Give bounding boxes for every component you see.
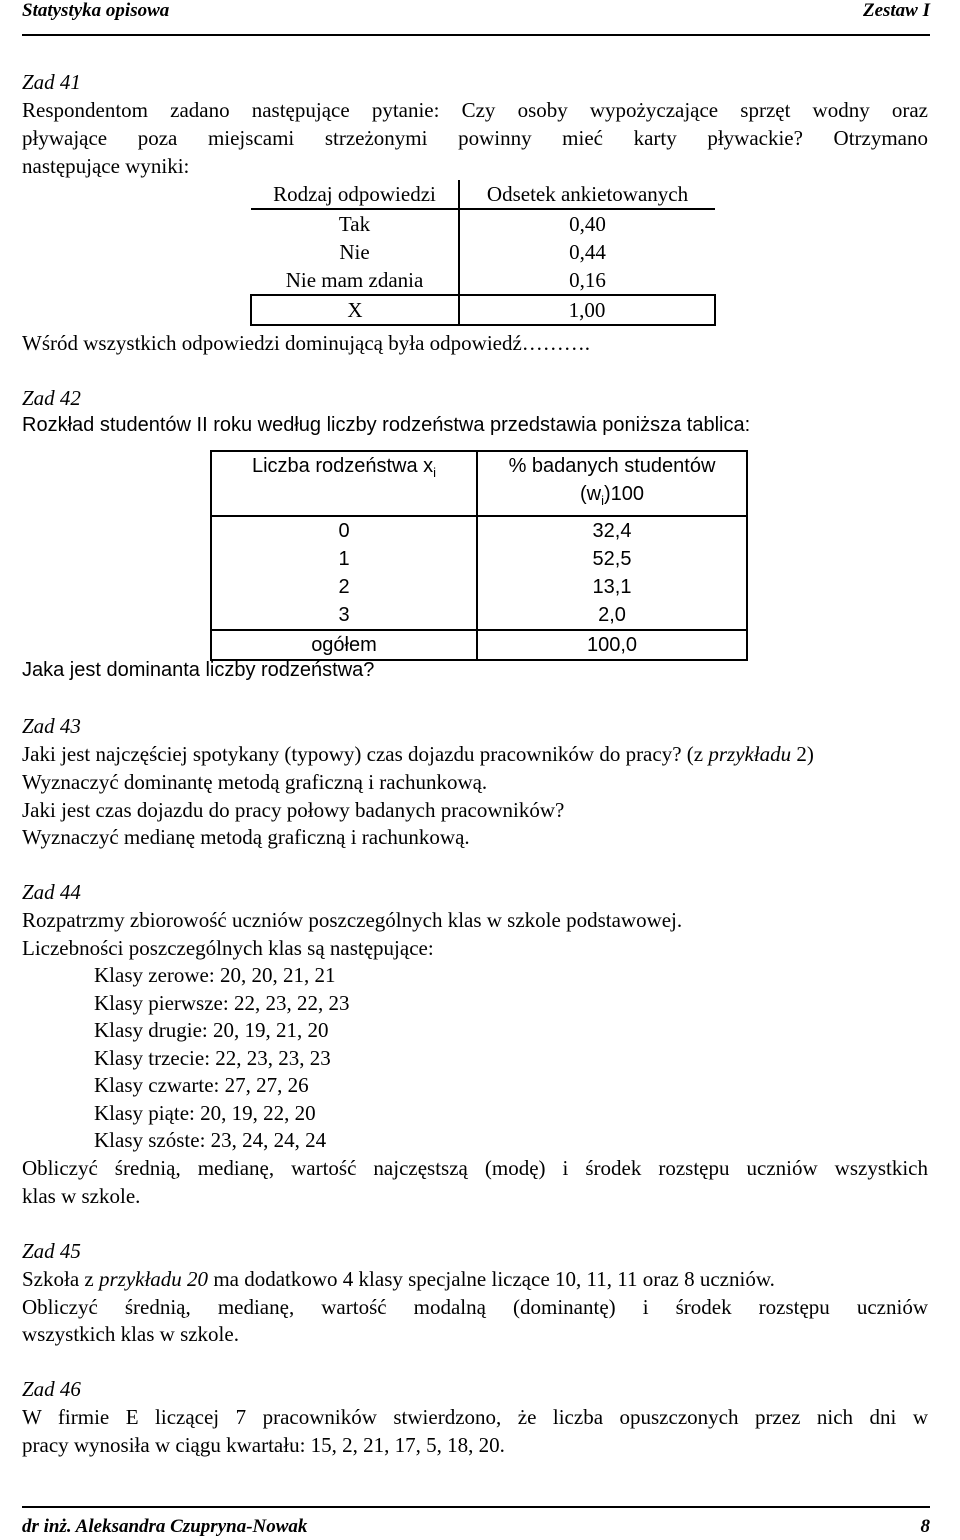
z41-question: Wśród wszystkich odpowiedzi dominującą była odpowiedź………. <box>22 331 591 355</box>
z42-header-col2-pre: (w <box>579 483 602 505</box>
z41-cell: 0,44 <box>569 240 606 264</box>
z41-cell: 0,16 <box>569 268 606 292</box>
footer-author: dr inż. Aleksandra Czupryna-Nowak <box>22 1516 308 1537</box>
z42-total-value: 100,0 <box>477 630 747 660</box>
z46-line2: pracy wynosiła w ciągu kwartału: 15, 2, 21, 17, 5, 18, 20. <box>22 1433 505 1457</box>
header-rule <box>22 34 930 36</box>
table-row-total <box>211 630 747 660</box>
z42-cell: 0 <box>211 516 477 545</box>
z43-line1-pre: Jaki jest najczęściej spotykany (typowy) czas dojazdu pracowników do pracy? (z <box>22 742 709 766</box>
z43-line1 <box>22 742 814 767</box>
table-row <box>211 573 747 601</box>
z44-line1: Rozpatrzmy zbiorowość uczniów poszczególnych klas w szkole podstawowej. <box>22 908 683 932</box>
table-row <box>251 266 715 295</box>
z41-total-label: X <box>251 295 459 325</box>
z45-line1-pre: Szkoła z <box>22 1267 99 1291</box>
z42-header-col2 <box>477 451 747 516</box>
z45-line1-post: ma dodatkowo 4 klasy specjalne liczące 10, 11, 11 oraz 8 uczniów. <box>208 1267 775 1291</box>
table-row-total <box>251 295 715 325</box>
z43-line1-italic: przykładu <box>708 742 792 766</box>
z43-title: Zad 43 <box>22 714 81 738</box>
table-row <box>251 209 715 238</box>
z45-line2: Obliczyć średnią, medianę, wartość modalną (dominantę) i środek rozstępu uczniów <box>22 1295 928 1319</box>
z42-header-col2-line2 <box>484 480 740 515</box>
z42-header-col1 <box>211 451 477 516</box>
z45-line1-italic: przykładu 20 <box>98 1267 209 1291</box>
z42-cell: 1 <box>211 545 477 573</box>
z42-cell: 13,1 <box>592 576 632 598</box>
header-right: Zestaw I <box>862 0 930 21</box>
z41-header-col2: Odsetek ankietowanych <box>459 180 715 209</box>
table-row <box>211 545 747 573</box>
table-row <box>211 451 747 516</box>
z44-class-item: Klasy zerowe: 20, 20, 21, 21 <box>94 963 336 987</box>
z44-title: Zad 44 <box>22 880 81 904</box>
z41-table <box>250 180 716 326</box>
z44-class-item: Klasy pierwsze: 22, 23, 22, 23 <box>94 991 350 1015</box>
z41-cell: Nie mam zdania <box>251 266 459 295</box>
z41-title: Zad 41 <box>22 70 81 94</box>
z44-class-item: Klasy trzecie: 22, 23, 23, 23 <box>94 1046 331 1070</box>
z42-question: Jaka jest dominanta liczby rodzeństwa? <box>22 659 375 681</box>
z42-intro: Rozkład studentów II roku według liczby rodzeństwa przedstawia poniższa tablica: <box>22 414 751 436</box>
z43-line3: Jaki jest czas dojazdu do pracy połowy badanych pracowników? <box>22 798 565 822</box>
z42-header-col1-sub: i <box>433 465 437 480</box>
z44-class-item: Klasy szóste: 23, 24, 24, 24 <box>94 1128 327 1152</box>
z44-line3: Obliczyć średnią, medianę, wartość najczęstszą (modę) i środek rozstępu uczniów wszystkich <box>22 1156 928 1180</box>
z42-cell: 2,0 <box>598 604 626 626</box>
z46-line1: W firmie E liczącej 7 pracowników stwierdzono, że liczba opuszczonych przez nich dni w <box>22 1405 928 1429</box>
z41-header-col1: Rodzaj odpowiedzi <box>251 180 459 209</box>
z42-cell: 52,5 <box>592 548 632 570</box>
z45-line1 <box>22 1267 775 1292</box>
table-row <box>211 601 747 630</box>
z42-header-col2-line1: % badanych studentów <box>508 455 716 477</box>
z43-line2: Wyznaczyć dominantę metodą graficzną i rachunkową. <box>22 770 488 794</box>
z42-cell: 32,4 <box>592 520 632 542</box>
z42-header-col2-sub: i <box>601 493 604 508</box>
z44-line2: Liczebności poszczególnych klas są następujące: <box>22 936 434 960</box>
z41-line2: pływające poza miejscami strzeżonymi powinny mieć karty pływackie? Otrzymano <box>22 126 928 150</box>
page-footer <box>22 1516 930 1540</box>
z43-line4: Wyznaczyć medianę metodą graficzną i rachunkową. <box>22 825 470 849</box>
z46-title: Zad 46 <box>22 1377 81 1401</box>
table-row <box>211 516 747 545</box>
z41-cell: 0,40 <box>569 212 606 236</box>
z41-cell: Nie <box>251 238 459 266</box>
z42-header-col1-text: Liczba rodzeństwa x <box>251 455 434 477</box>
z42-header-col2-post: )100 <box>603 483 645 505</box>
z41-line3: następujące wyniki: <box>22 154 190 178</box>
header-left: Statystyka opisowa <box>22 0 170 21</box>
z44-class-item: Klasy czwarte: 27, 27, 26 <box>94 1073 309 1097</box>
z41-cell: Tak <box>251 209 459 238</box>
z42-cell: 2 <box>211 573 477 601</box>
footer-rule <box>22 1506 930 1508</box>
z42-total-label: ogółem <box>211 630 477 660</box>
table-row <box>251 180 715 209</box>
z43-line1-post: 2) <box>791 742 814 766</box>
z44-line4: klas w szkole. <box>22 1184 141 1208</box>
z45-title: Zad 45 <box>22 1239 81 1263</box>
z42-cell: 3 <box>211 601 477 630</box>
z44-class-item: Klasy drugie: 20, 19, 21, 20 <box>94 1018 329 1042</box>
page-header <box>22 0 930 26</box>
z41-line1: Respondentom zadano następujące pytanie: Czy osoby wypożyczające sprzęt wodny oraz <box>22 98 928 122</box>
z42-title: Zad 42 <box>22 386 81 410</box>
page-number: 8 <box>920 1516 930 1537</box>
z41-total-value: 1,00 <box>459 295 715 325</box>
z44-class-item: Klasy piąte: 20, 19, 22, 20 <box>94 1101 316 1125</box>
z42-table <box>210 450 748 661</box>
table-row <box>251 238 715 266</box>
z45-line3: wszystkich klas w szkole. <box>22 1322 239 1346</box>
